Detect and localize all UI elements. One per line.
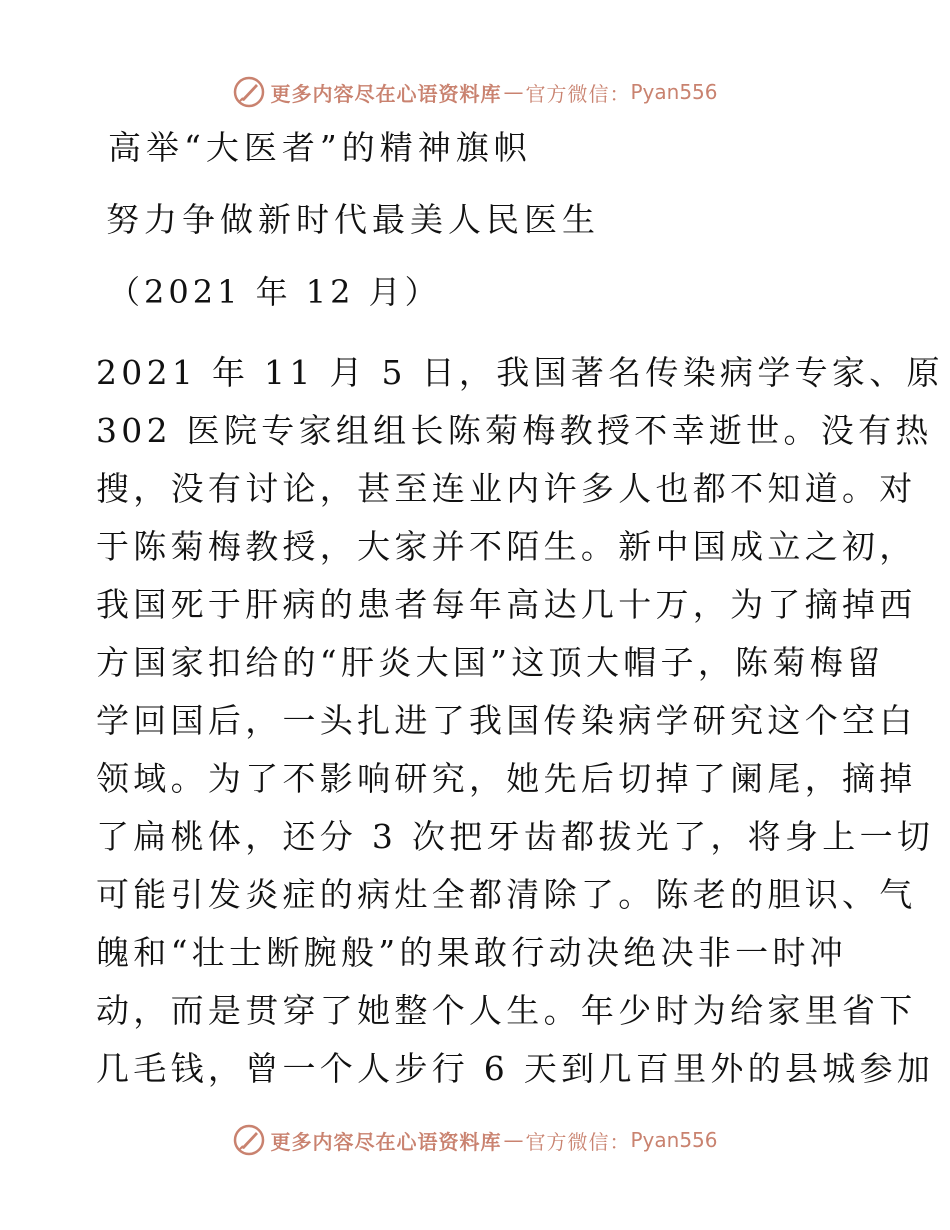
paragraph-line: 302 医院专家组组长陈菊梅教授不幸逝世。没有热 (96, 411, 933, 450)
quill-circle-logo-icon (232, 1123, 266, 1157)
paragraph-line: 了扁桃体，还分 3 次把牙齿都拔光了，将身上一切 (96, 817, 935, 856)
paragraph-line: 领域。为了不影响研究，她先后切掉了阑尾，摘掉 (96, 759, 917, 798)
watermark-dash: — (503, 1128, 524, 1152)
paragraph-line: 动，而是贯穿了她整个人生。年少时为给家里省下 (96, 991, 917, 1030)
paragraph-line: 方国家扣给的“肝炎大国”这顶大帽子，陈菊梅留 (96, 643, 885, 682)
quill-circle-logo-icon (232, 75, 266, 109)
title-line-2: 努力争做新时代最美人民医生 (106, 200, 600, 239)
watermark-wechat-id: Pyan556 (630, 1128, 718, 1152)
date-line: （2021 年 12 月） (108, 273, 441, 311)
paragraph-line: 我国死于肝病的患者每年高达几十万，为了摘掉西 (96, 585, 917, 624)
paragraph-line: 学回国后，一头扎进了我国传染病学研究这个空白 (96, 701, 917, 740)
title-line-1: 高举“大医者”的精神旗帜 (108, 128, 532, 167)
watermark-contact-label: 官方微信： (525, 81, 631, 106)
watermark-contact-label: 官方微信： (525, 1129, 631, 1154)
body-paragraph (96, 344, 944, 1098)
watermark-brand: 更多内容尽在心语资料库 (270, 81, 502, 106)
watermark-wechat-id: Pyan556 (630, 80, 718, 104)
header-watermark (0, 72, 950, 112)
paragraph-line: 搜，没有讨论，甚至连业内许多人也都不知道。对 (96, 469, 917, 508)
paragraph-line: 可能引发炎症的病灶全都清除了。陈老的胆识、气 (96, 875, 917, 914)
paragraph-line: 几毛钱，曾一个人步行 6 天到几百里外的县城参加 (96, 1049, 935, 1088)
footer-watermark (0, 1120, 950, 1160)
watermark-brand: 更多内容尽在心语资料库 (270, 1129, 502, 1154)
paragraph-line: 魄和“壮士断腕般”的果敢行动决绝决非一时冲 (96, 933, 848, 972)
watermark-dash: — (503, 80, 524, 104)
paragraph-line: 2021 年 11 月 5 日，我国著名传染病学专家、原 (96, 353, 944, 392)
paragraph-line: 于陈菊梅教授，大家并不陌生。新中国成立之初， (96, 527, 917, 566)
